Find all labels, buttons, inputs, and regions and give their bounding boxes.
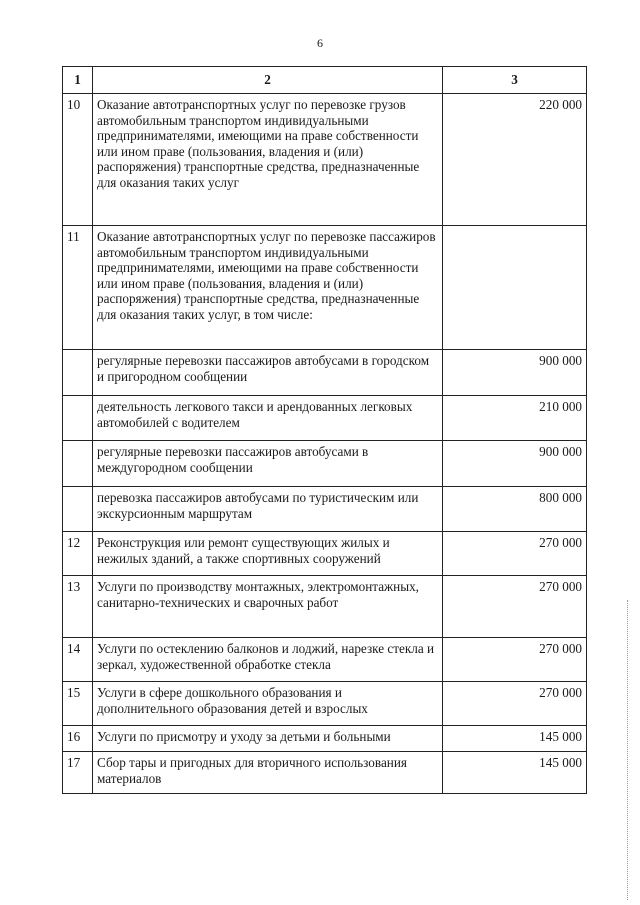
- table-row: [63, 726, 587, 752]
- row-description: Оказание автотранспортных услуг по перевозке грузов автомобильным транспортом индивидуальными предпринимателями, имеющими на праве собственности или ином праве (пользования, владения и (или) распоряжения) транспортные средства, предназначенные для оказания таких услуг: [93, 94, 443, 226]
- row-amount: 270 000: [443, 576, 587, 638]
- row-amount: 900 000: [443, 350, 587, 396]
- row-description: деятельность легкового такси и арендованных легковых автомобилей с водителем: [93, 396, 443, 441]
- row-number: 12: [63, 532, 93, 576]
- page-number: 6: [317, 36, 323, 50]
- row-description: регулярные перевозки пассажиров автобусами в междугородном сообщении: [93, 441, 443, 487]
- table-row: [63, 94, 587, 226]
- row-number: [63, 350, 93, 396]
- row-number: 17: [63, 752, 93, 794]
- row-number: 10: [63, 94, 93, 226]
- row-description: Услуги в сфере дошкольного образования и дополнительного образования детей и взрослых: [93, 682, 443, 726]
- row-description: Услуги по остеклению балконов и лоджий, нарезке стекла и зеркал, художественной обработке стекла: [93, 638, 443, 682]
- row-amount: 270 000: [443, 638, 587, 682]
- table-row: [63, 576, 587, 638]
- table-row: [63, 350, 587, 396]
- row-number: 16: [63, 726, 93, 752]
- table-body: [63, 94, 587, 794]
- row-description: Сбор тары и пригодных для вторичного использования материалов: [93, 752, 443, 794]
- row-amount: 220 000: [443, 94, 587, 226]
- table-row: [63, 441, 587, 487]
- row-number: 14: [63, 638, 93, 682]
- row-number: 15: [63, 682, 93, 726]
- row-amount: 145 000: [443, 726, 587, 752]
- table-row: [63, 638, 587, 682]
- row-description: регулярные перевозки пассажиров автобусами в городском и пригородном сообщении: [93, 350, 443, 396]
- row-amount: 800 000: [443, 487, 587, 532]
- table-row: [63, 532, 587, 576]
- row-description: Услуги по присмотру и уходу за детьми и больными: [93, 726, 443, 752]
- table-row: [63, 682, 587, 726]
- row-amount: [443, 226, 587, 350]
- column-header-1: 1: [63, 67, 93, 94]
- row-amount: 900 000: [443, 441, 587, 487]
- table-row: [63, 752, 587, 794]
- table-row: [63, 226, 587, 350]
- table-row: [63, 487, 587, 532]
- table-header-row: [63, 67, 587, 94]
- row-number: 11: [63, 226, 93, 350]
- row-amount: 270 000: [443, 532, 587, 576]
- row-number: 13: [63, 576, 93, 638]
- row-description: Оказание автотранспортных услуг по перевозке пассажиров автомобильным транспортом индивидуальными предпринимателями, имеющими на праве собственности или ином праве (пользования, владения и (или) распоряжения) транспортные средства, предназначенные для оказания таких услуг, в том числе:: [93, 226, 443, 350]
- row-description: Услуги по производству монтажных, электромонтажных, санитарно-технических и сварочных работ: [93, 576, 443, 638]
- scan-edge-mark: [627, 600, 629, 900]
- table-row: [63, 396, 587, 441]
- row-amount: 210 000: [443, 396, 587, 441]
- row-number: [63, 396, 93, 441]
- services-table: [62, 66, 587, 794]
- row-amount: 145 000: [443, 752, 587, 794]
- row-amount: 270 000: [443, 682, 587, 726]
- row-description: Реконструкция или ремонт существующих жилых и нежилых зданий, а также спортивных сооружений: [93, 532, 443, 576]
- column-header-2: 2: [93, 67, 443, 94]
- column-header-3: 3: [443, 67, 587, 94]
- row-description: перевозка пассажиров автобусами по туристическим или экскурсионным маршрутам: [93, 487, 443, 532]
- row-number: [63, 441, 93, 487]
- row-number: [63, 487, 93, 532]
